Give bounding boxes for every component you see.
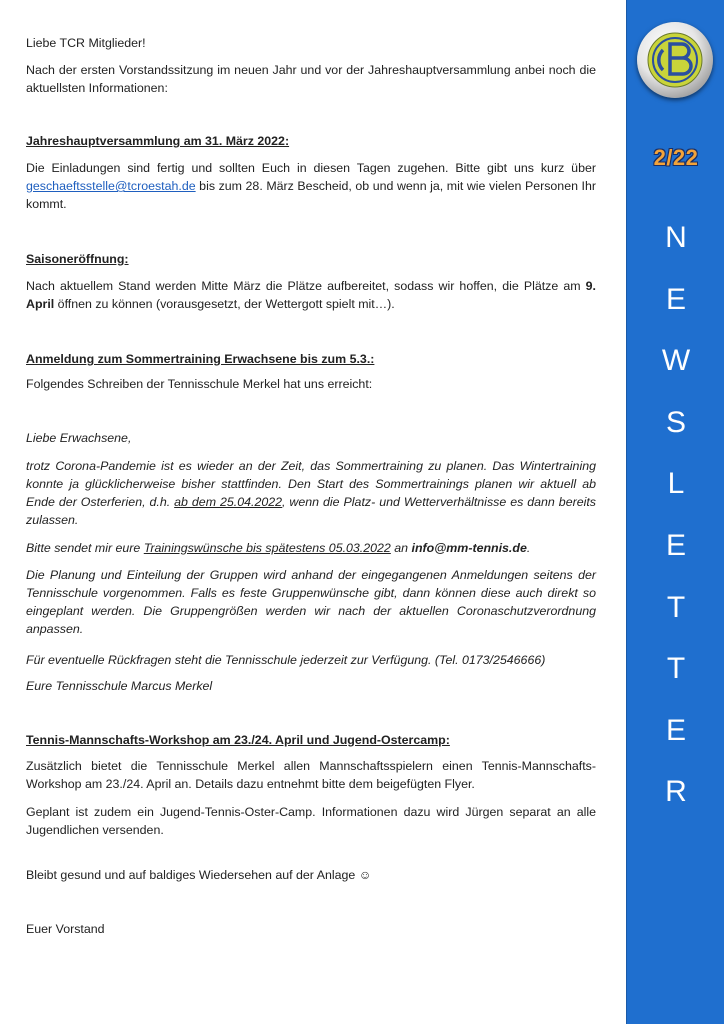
quote-paragraph-1 <box>26 457 596 529</box>
section-text-season-opening <box>26 277 596 313</box>
quote-paragraph-2 <box>26 539 596 557</box>
section-heading-workshop: Tennis-Mannschafts-Workshop am 23./24. April und Jugend-Ostercamp: <box>26 733 450 747</box>
section-text-summer-training: Folgendes Schreiben der Tennisschule Merkel hat uns erreicht: <box>26 377 373 391</box>
title-letter: T <box>666 590 686 624</box>
training-start-date: ab dem 25.04.2022 <box>174 495 283 509</box>
title-letter: L <box>667 467 685 501</box>
quote-salutation: Liebe Erwachsene, <box>26 431 132 445</box>
text-run: Die Einladungen sind fertig und sollten Euch in diesen Tagen zugehen. Bitte gibt uns kurz über <box>26 161 596 175</box>
signoff: Euer Vorstand <box>26 922 105 936</box>
section-text-workshop-2: Geplant ist zudem ein Jugend-Tennis-Oster-Camp. Informationen dazu wird Jürgen separat an alle Jugendlichen versenden. <box>26 805 596 837</box>
club-logo-icon <box>637 22 713 98</box>
text-run: Nach aktuellem Stand werden Mitte März die Plätze aufbereitet, sodass wir hoffen, die Plätze am <box>26 279 586 293</box>
title-letter: S <box>665 405 686 439</box>
text-run: bis zum 28. März Bescheid, ob und wenn ja, mit wie vielen Personen Ihr kommt. <box>26 179 596 211</box>
title-letter: E <box>665 282 686 316</box>
text-run: öffnen zu können (vorausgesetzt, der Wettergott spielt mit…). <box>54 297 395 311</box>
newsletter-sidebar <box>626 0 724 1024</box>
club-logo-graphic <box>637 22 713 98</box>
title-letter: W <box>661 344 691 378</box>
quote-signature: Eure Tennisschule Marcus Merkel <box>26 679 213 693</box>
text-run: Bitte sendet mir eure <box>26 541 144 555</box>
title-letter: E <box>665 528 686 562</box>
title-letter: T <box>666 652 686 686</box>
text-run: trotz Corona-Pandemie ist es wieder an der Zeit, das Sommertraining zu planen. Das Wintertraining konnte ja glücklicherweise bisher stattfinden. Den Start des Sommertrainings planen wir aktuell ab Ende der Osterferien, d.h. <box>26 459 596 509</box>
section-heading-general-meeting: Jahreshauptversammlung am 31. März 2022: <box>26 134 290 148</box>
title-letter: N <box>665 221 687 254</box>
office-email-link[interactable]: geschaeftsstelle@tcroestah.de <box>26 179 196 193</box>
registration-deadline: Trainingswünsche bis spätestens 05.03.2022 <box>143 541 391 555</box>
text-run: , wenn die Platz- und Wetterverhältnisse es dann bereits zulassen. <box>26 495 596 527</box>
issue-number: 2/22 <box>653 145 699 170</box>
closing-text: Bleibt gesund und auf baldiges Wiedersehen auf der Anlage ☺ <box>26 868 372 882</box>
section-text-general-meeting <box>26 159 596 213</box>
greeting: Liebe TCR Mitglieder! <box>26 36 146 50</box>
newsletter-vertical-title <box>627 218 724 834</box>
text-run: . <box>526 541 531 555</box>
section-text-workshop-1: Zusätzlich bietet die Tennisschule Merkel allen Mannschaftsspielern einen Tennis-Mannschafts-Workshop am 23./24. April an. Details dazu entnehmt bitte dem beigefügten Flyer. <box>26 759 596 791</box>
tennis-school-email: info@mm-tennis.de <box>411 541 527 555</box>
quote-paragraph-4: Für eventuelle Rückfragen steht die Tennisschule jederzeit zur Verfügung. (Tel. 0173/2546666) <box>26 653 546 667</box>
quote-paragraph-3: Die Planung und Einteilung der Gruppen wird anhand der eingegangenen Anmeldungen seitens der Tennisschule vorgenommen. Falls es feste Gruppenwünsche gibt, dann können diese auch direkt so eingeplant werden. Die Gruppengrößen werden wir nach der aktuellen Coronaschutzverordnung anpassen. <box>26 568 596 636</box>
opening-date: 9. April <box>26 279 596 311</box>
title-letter: R <box>665 775 687 809</box>
section-heading-season-opening: Saisoneröffnung: <box>26 252 129 266</box>
section-heading-summer-training: Anmeldung zum Sommertraining Erwachsene bis zum 5.3.: <box>26 352 375 366</box>
intro-text: Nach der ersten Vorstandssitzung im neuen Jahr und vor der Jahreshauptversammlung anbei noch die aktuellsten Informationen: <box>26 63 596 95</box>
title-letter: E <box>665 713 686 747</box>
text-run: an <box>390 541 412 555</box>
